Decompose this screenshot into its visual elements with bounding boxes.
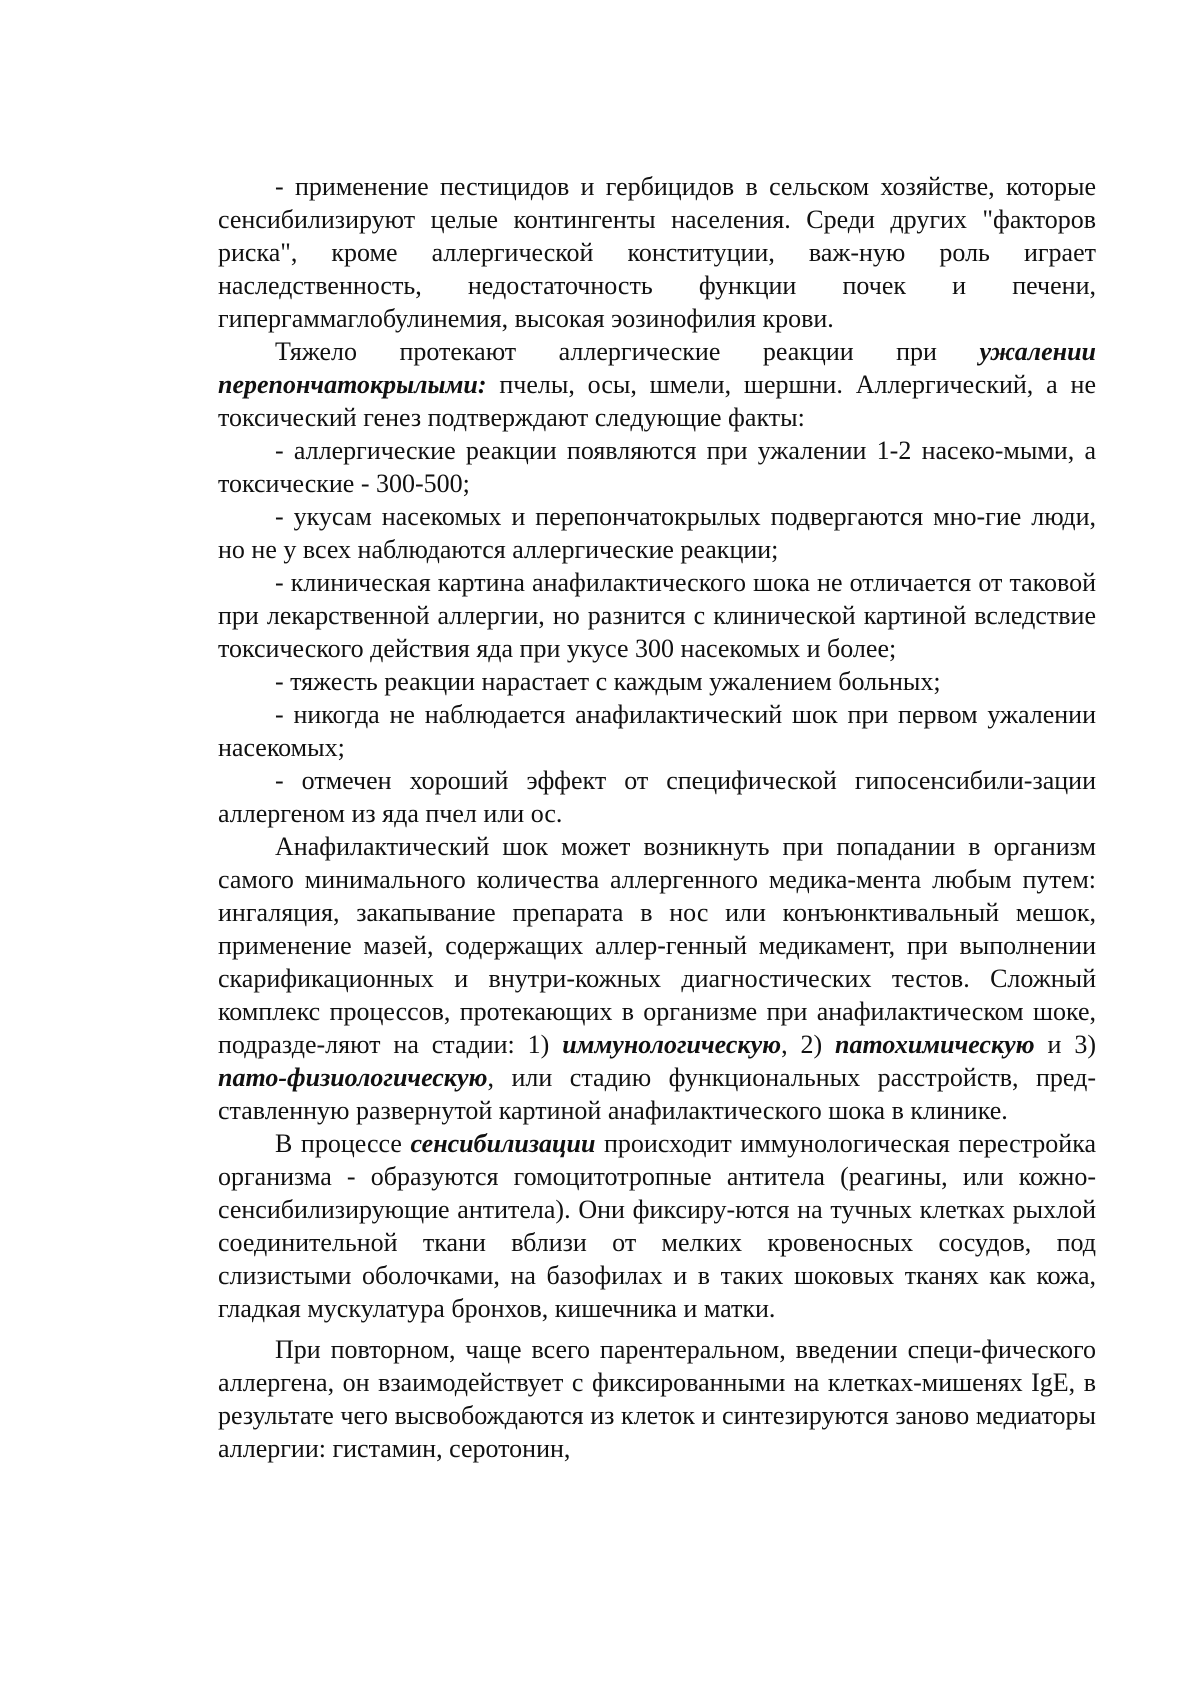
text-run: - отмечен хороший эффект от специфической гипосенсибили-зации аллергеном из яда пчел или ос. — [218, 766, 1096, 828]
paragraph — [218, 500, 1096, 566]
text-run: , 2) — [781, 1030, 836, 1059]
paragraph — [218, 764, 1096, 830]
document-page — [218, 170, 1096, 1465]
emphasized-term: пато-физиологическую — [218, 1063, 488, 1092]
emphasized-term: патохимическую — [835, 1030, 1035, 1059]
emphasized-term: ужалении перепончатокрылыми: — [218, 337, 1096, 399]
text-run: - тяжесть реакции нарастает с каждым ужалением больных; — [275, 667, 941, 696]
text-run: и 3) — [1034, 1030, 1096, 1059]
text-run: происходит иммунологическая перестройка организма - образуются гомоцитотропные антитела (реагины, или кожно-сенсибилизирующие антитела). Они фиксиру-ются на тучных клетках рыхлой соединительной ткани вблизи от мелких кровеносных сосудов, под слизистыми оболочками, на базофилах и в таких шоковых тканях как кожа, гладкая мускулатура бронхов, кишечника и матки. — [218, 1129, 1096, 1323]
paragraph — [218, 335, 1096, 434]
text-run: - клиническая картина анафилактического шока не отличается от таковой при лекарственной аллергии, но разнится с клинической картиной вследствие токсического действия яда при укусе 300 насекомых и более; — [218, 568, 1096, 663]
emphasized-term: иммунологическую — [562, 1030, 782, 1059]
text-run: - применение пестицидов и гербицидов в сельском хозяйстве, которые сенсибилизируют целые контингенты населения. Среди других "факторов риска", кроме аллергической конституции, важ-ную роль играет наследственность, недостаточность функции почек и печени, гипергаммаглобулинемия, высокая эозинофилия крови. — [218, 172, 1096, 333]
paragraph — [218, 434, 1096, 500]
text-run: , или стадию функциональных расстройств, пред-ставленную развернутой картиной анафилактического шока в клинике. — [218, 1063, 1096, 1125]
paragraph — [218, 566, 1096, 665]
paragraph — [218, 698, 1096, 764]
paragraph — [218, 665, 1096, 698]
text-run: - аллергические реакции появляются при ужалении 1-2 насеко-мыми, а токсические - 300-500; — [218, 436, 1096, 498]
paragraph — [218, 170, 1096, 335]
paragraph — [218, 1127, 1096, 1325]
paragraph — [218, 1333, 1096, 1465]
text-run: - никогда не наблюдается анафилактический шок при первом ужалении насекомых; — [218, 700, 1096, 762]
text-run: пчелы, осы, шмели, шершни. Аллергический, а не токсический генез подтверждают следующие факты: — [218, 370, 1096, 432]
text-run: - укусам насекомых и перепончатокрылых подвергаются мно-гие люди, но не у всех наблюдаются аллергические реакции; — [218, 502, 1096, 564]
text-run: При повторном, чаще всего парентеральном, введении специ-фического аллергена, он взаимодействует с фиксированными на клетках-мишенях IgE, в результате чего высвобождаются из клеток и синтезируются заново медиаторы аллергии: гистамин, серотонин, — [218, 1335, 1096, 1463]
text-run: В процессе — [275, 1129, 411, 1158]
paragraph — [218, 830, 1096, 1127]
text-run: Тяжело протекают аллергические реакции при — [275, 337, 980, 366]
text-run: Анафилактический шок может возникнуть при попадании в организм самого минимального количества аллергенного медика-мента любым путем: ингаляция, закапывание препарата в нос или конъюнктивальный мешок, применение мазей, содержащих аллер-генный медикамент, при выполнении скарификационных и внутри-кожных диагностических тестов. Сложный комплекс процессов, протекающих в организме при анафилактическом шоке, подразде-ляют на стадии: 1) — [218, 832, 1096, 1059]
emphasized-term: сенсибилизации — [410, 1129, 596, 1158]
